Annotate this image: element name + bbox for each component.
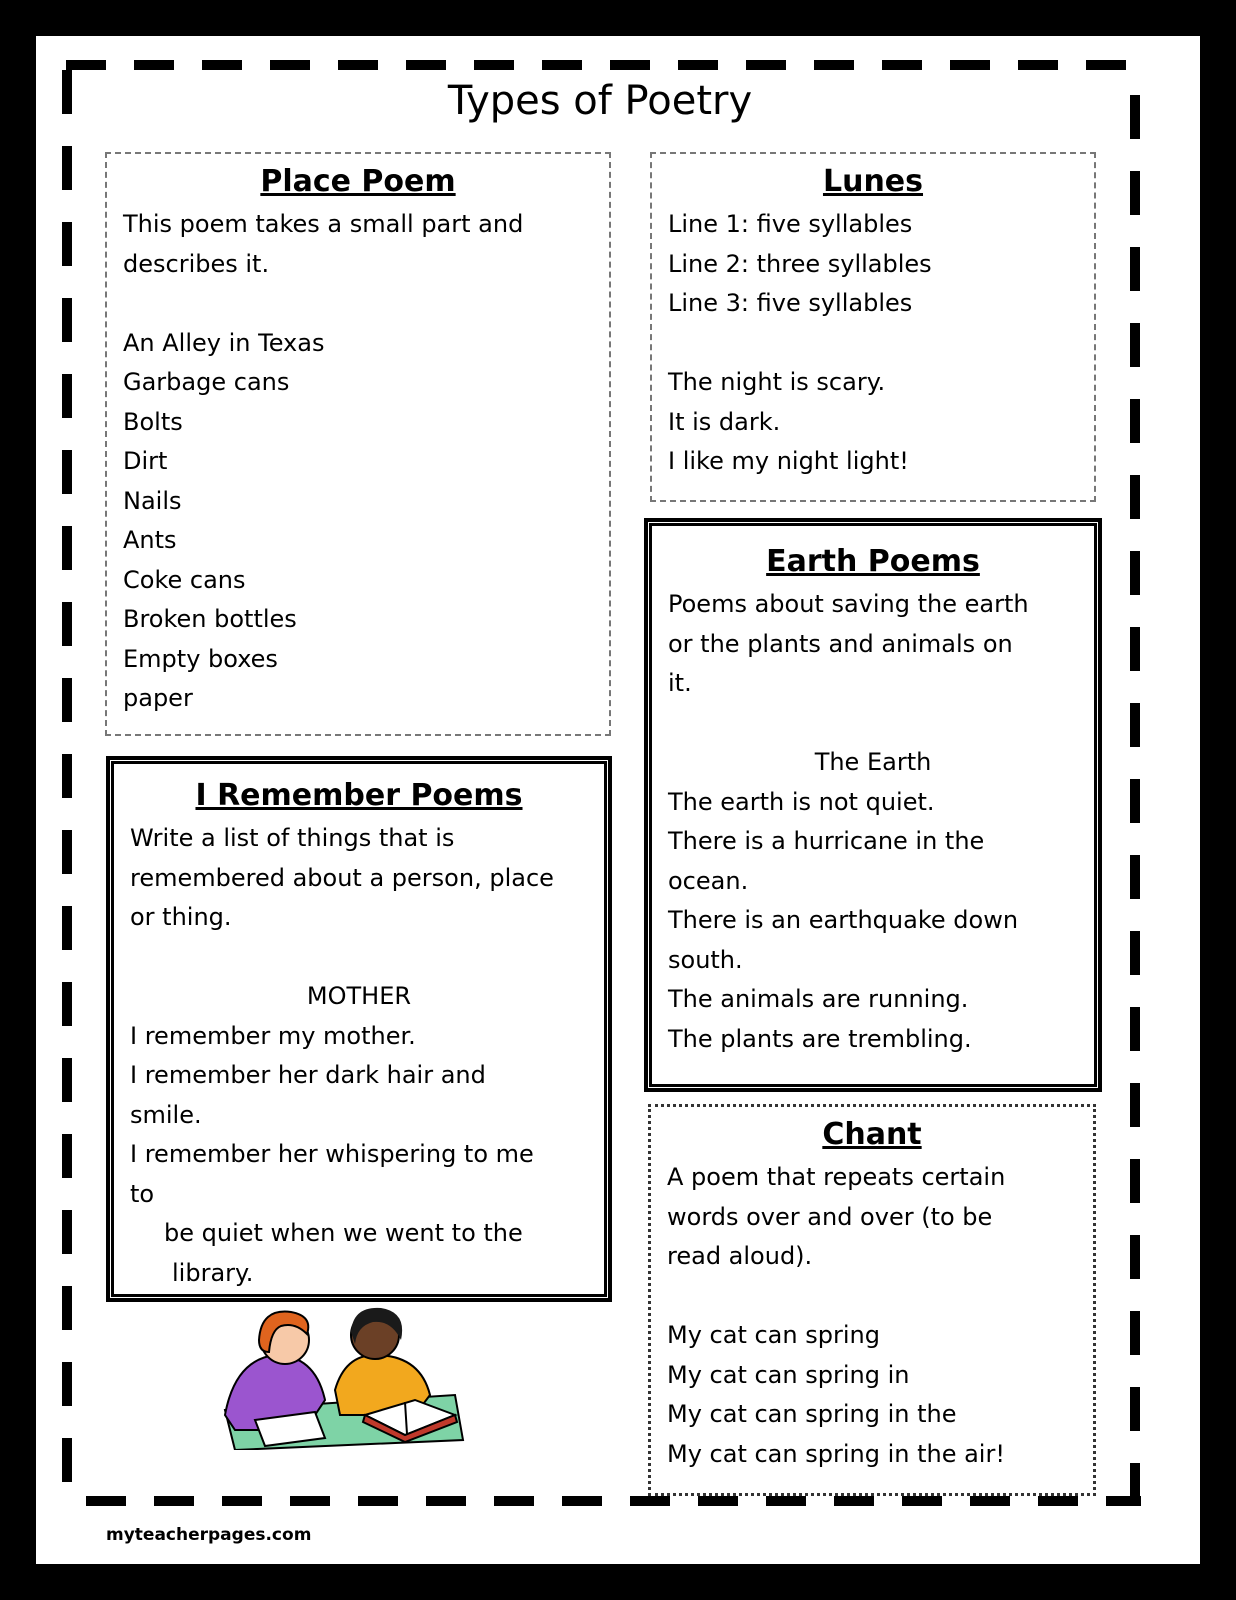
chant-poem-line: My cat can spring in the	[667, 1400, 957, 1428]
place-poem-line: paper	[123, 684, 193, 712]
dashed-border-right	[1130, 95, 1140, 1505]
place-poem-line: Broken bottles	[123, 605, 297, 633]
dashed-border-left	[62, 70, 72, 1500]
earth-poem-line: The plants are trembling.	[668, 1024, 972, 1053]
i-remember-desc-line: or thing.	[130, 903, 232, 931]
i-remember-desc-line: remembered about a person, place	[130, 863, 554, 892]
i-remember-poem-line: I remember her whispering to me	[130, 1140, 534, 1168]
lunes-heading: Lunes	[822, 164, 924, 199]
chant-desc-line: read aloud).	[667, 1242, 813, 1270]
earth-poems-heading: Earth Poems	[766, 544, 980, 579]
lunes-poem-line: I like my night light!	[668, 447, 909, 475]
chant-box	[648, 1104, 1096, 1496]
chant-heading: Chant	[822, 1117, 922, 1152]
i-remember-poem-title: MOTHER	[306, 982, 412, 1010]
lunes-poem-line: The night is scary.	[668, 368, 886, 396]
earth-poem-title: The Earth	[814, 748, 932, 776]
i-remember-heading: I Remember Poems	[195, 778, 523, 813]
dashed-border-top	[66, 60, 1141, 70]
earth-poems-box	[644, 518, 1102, 1092]
chant-desc-line: A poem that repeats certain	[667, 1163, 1006, 1191]
earth-poem-line: There is an earthquake down	[668, 906, 1019, 934]
i-remember-poem-line: be quiet when we went to the	[164, 1219, 523, 1247]
place-poem-desc-line: describes it.	[123, 249, 270, 278]
place-poem-line: Bolts	[123, 407, 183, 436]
footer-source: myteacherpages.com	[106, 1525, 312, 1545]
place-poem-line: Ants	[123, 526, 177, 554]
chant-poem-line: My cat can spring in the air!	[667, 1439, 1005, 1468]
chant-poem-line: My cat can spring in	[667, 1360, 910, 1389]
place-poem-line: Coke cans	[123, 565, 246, 594]
chant-poem-line: My cat can spring	[667, 1321, 880, 1349]
i-remember-poem-line: library.	[172, 1258, 254, 1287]
i-remember-poem-line: I remember my mother.	[130, 1021, 416, 1050]
earth-poem-line: ocean.	[668, 866, 749, 895]
earth-poems-desc-line: it.	[668, 669, 692, 697]
lunes-rule: Line 2: three syllables	[668, 249, 932, 278]
earth-poem-line: The animals are running.	[668, 985, 969, 1013]
place-poem-line: Garbage cans	[123, 368, 290, 396]
earth-poem-line: There is a hurricane in the	[668, 827, 985, 855]
lunes-rule: Line 3: five syllables	[668, 289, 913, 317]
i-remember-poem-line: to	[130, 1179, 155, 1208]
i-remember-desc-line: Write a list of things that is	[130, 824, 455, 852]
place-poem-line: Dirt	[123, 447, 168, 475]
place-poem-line: Empty boxes	[123, 644, 278, 673]
lunes-poem-line: It is dark.	[668, 407, 781, 436]
i-remember-poem-line: I remember her dark hair and	[130, 1061, 486, 1089]
earth-poems-desc-line: or the plants and animals on	[668, 629, 1013, 658]
i-remember-box	[106, 756, 612, 1302]
chant-desc-line: words over and over (to be	[667, 1202, 993, 1231]
place-poem-desc-line: This poem takes a small part and	[123, 210, 524, 238]
place-poem-line: An Alley in Texas	[123, 328, 325, 357]
earth-poem-line: south.	[668, 945, 743, 974]
i-remember-poem-line: smile.	[130, 1100, 202, 1129]
place-poem-heading: Place Poem	[260, 164, 456, 199]
page-title: Types of Poetry	[447, 78, 753, 124]
place-poem-box	[105, 152, 611, 736]
earth-poems-desc-line: Poems about saving the earth	[668, 590, 1029, 618]
earth-poem-line: The earth is not quiet.	[668, 787, 935, 816]
girls-reading-clipart	[215, 1300, 465, 1450]
dashed-border-bottom	[86, 1496, 1141, 1506]
place-poem-line: Nails	[123, 486, 182, 515]
lunes-rule: Line 1: five syllables	[668, 210, 913, 238]
lunes-box	[650, 152, 1096, 502]
